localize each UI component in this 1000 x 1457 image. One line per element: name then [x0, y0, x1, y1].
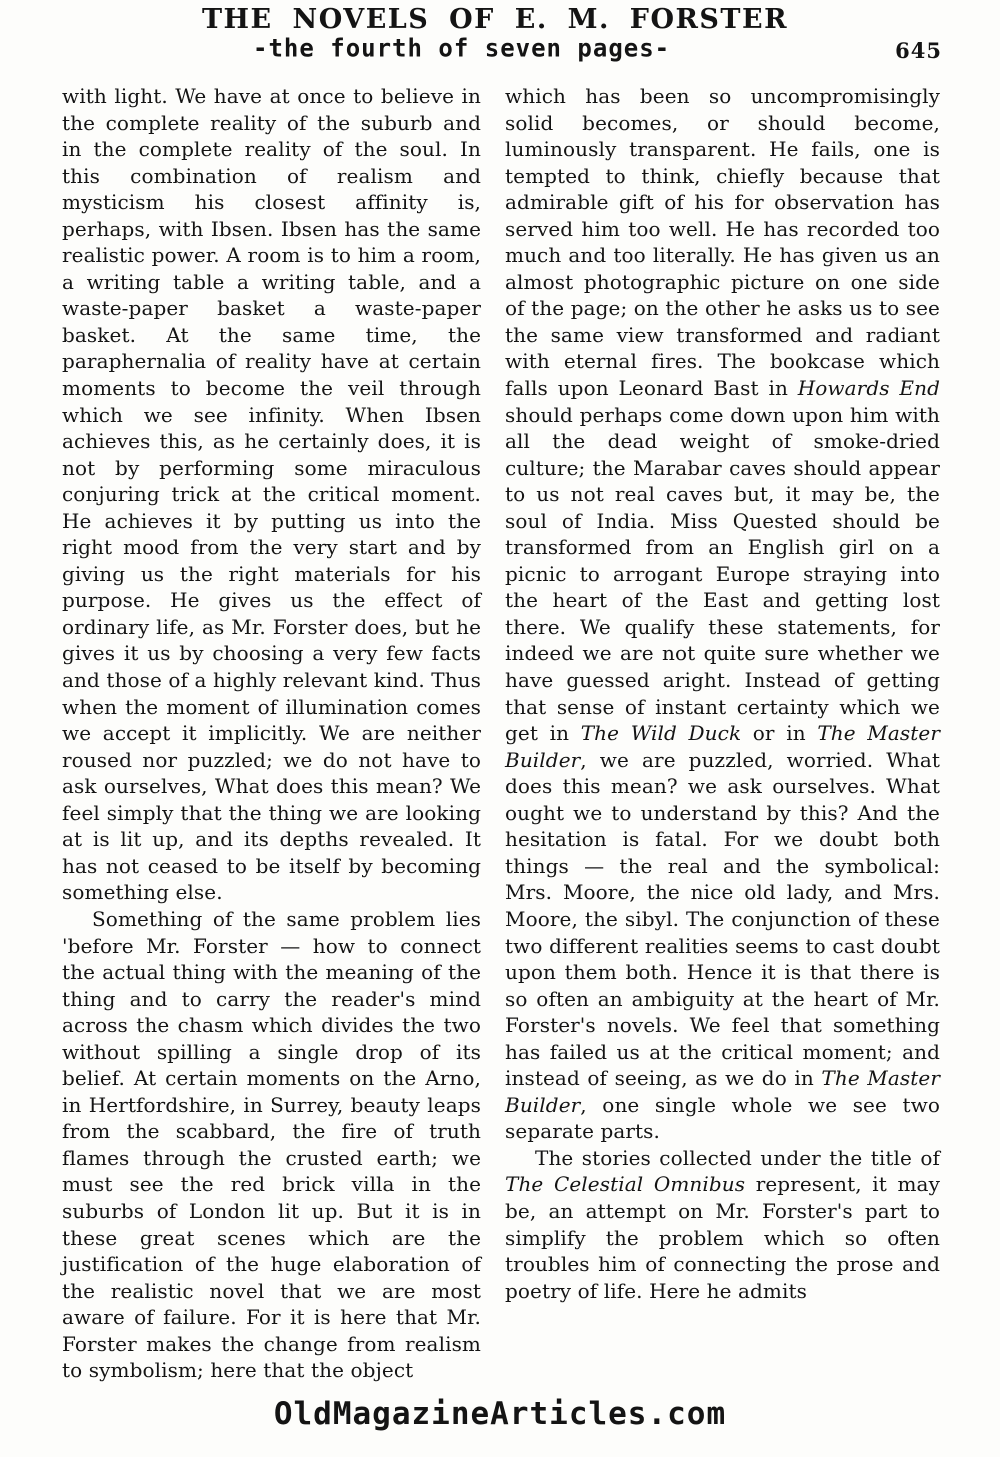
book-title-italic: The Master Builder — [505, 1066, 940, 1117]
page-number: 645 — [895, 38, 942, 63]
text-run: with light. We have at once to believe in the complete reality of the suburb and in the complete reality of the soul. In this combination of realism and mysticism his closest affinity is, perhaps, with Ibsen. Ibsen has the same realistic power. A room is to him a room, a writing table a writing table, and a waste-paper basket a waste-paper basket. At the same time, the paraphernalia of reality have at certain moments to become the veil through which we see infinity. When Ibsen achieves this, as he certainly does, it is not by performing some miraculous conjuring trick at the critical moment. He achieves it by putting us into the right mood from the very start and by giving us the right materials for his purpose. He gives us the effect of ordinary life, as Mr. Forster does, but he gives it us by choosing a very few facts and those of a highly relevant kind. Thus when the moment of illumination comes we accept it implicitly. We are neither roused nor puzzled; we do not have to ask ourselves, What does this mean? We feel simply that the thing we are looking at is lit up, and its depths revealed. It has not ceased to be itself by becoming something else. — [62, 84, 482, 905]
paragraph — [505, 1145, 940, 1304]
text-run: The stories collected under the title of — [535, 1145, 940, 1170]
book-title-italic: The Wild Duck — [580, 721, 742, 746]
book-title-italic: The Celestial Omnibus — [505, 1172, 746, 1197]
text-run: represent, it may be, an attempt on Mr. Forster's part to simplify the problem which so often troubles him of connecting the prose and poetry of life. Here he admits — [505, 1172, 940, 1303]
article-title: THE NOVELS OF E. M. FORSTER — [201, 4, 789, 35]
text-run: or in — [741, 721, 818, 746]
text-run: which has been so uncompromisingly solid becomes, or should become, luminously transparent. He fails, one is tempted to think, chiefly because that admirable gift of his for observation has served him too well. He has recorded too much and too literally. He has given us an almost photographic picture on one side of the page; on the other he asks us to see the same view transformed and radiant with eternal fires. The bookcase which falls upon Leonard Bast in — [505, 84, 940, 401]
book-title-italic: The Master Builder — [505, 721, 941, 772]
paragraph — [62, 83, 481, 906]
article-subtitle: -the fourth of seven pages- — [253, 33, 671, 63]
paragraph — [62, 906, 481, 1384]
text-run: , one single whole we see two separate parts. — [505, 1092, 940, 1144]
text-run: Something of the same problem lies 'before Mr. Forster — how to connect the actual thing with the meaning of the thing and to carry the reader's mind across the chasm which divides the two without spilling a single drop of its belief. At certain moments on the Arno, in Hertfordshire, in Surrey, beauty leaps from the scabbard, the fire of truth flames through the crusted earth; we must see the red brick villa in the suburbs of London lit up. But it is in these great scenes which are the justification of the huge elaboration of the realistic novel that we are most aware of failure. For it is here that Mr. Forster makes the change from realism to symbolism; here that the object — [62, 906, 482, 1383]
watermark-text: OldMagazineArticles.com — [273, 1396, 727, 1432]
article-body — [62, 83, 940, 1384]
paragraph — [505, 83, 940, 1145]
text-run: should perhaps come down upon him with all the dead weight of smoke-dried culture; the Marabar caves should appear to us not real caves but, it may be, the soul of India. Miss Quested should be transformed from an English girl on a picnic to arrogant Europe straying into the heart of the East and getting lost there. We qualify these statements, for indeed we are not quite sure whether we have guessed aright. Instead of getting that sense of instant certainty which we get in — [505, 402, 940, 746]
text-run: , we are puzzled, worried. What does this mean? we ask ourselves. What ought we to understand by this? And the hesitation is fatal. For we doubt both things — the real and the symbolical: Mrs. Moore, the nice old lady, and Mrs. Moore, the sibyl. The conjunction of these two different realities seems to cast doubt upon them both. Hence it is that there is so often an ambiguity at the heart of Mr. Forster's novels. We feel that something has failed us at the critical moment; and instead of seeing, as we do in — [505, 747, 940, 1091]
book-title-italic: Howards End — [797, 376, 940, 401]
article-column-left — [62, 83, 481, 1384]
article-column-right — [505, 83, 940, 1384]
